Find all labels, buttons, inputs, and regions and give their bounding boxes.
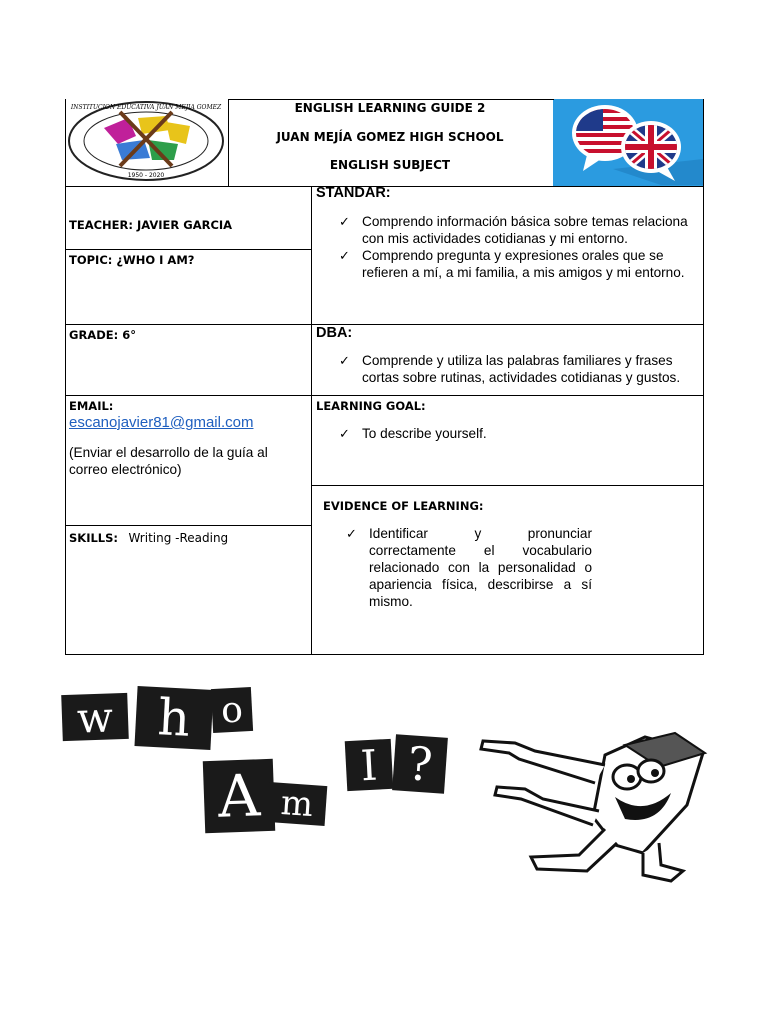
- learning-goal-list: [339, 425, 689, 442]
- language-flags-image: [553, 99, 703, 186]
- dba-item: [339, 352, 699, 386]
- column-divider: [311, 186, 312, 654]
- pencil-character-illustration: [475, 725, 715, 885]
- learning-goal-item-text: To describe yourself.: [362, 426, 487, 441]
- email-label: EMAIL:: [69, 399, 114, 413]
- header-left-border: [228, 99, 229, 187]
- subject-name: ENGLISH SUBJECT: [329, 158, 451, 172]
- svg-text:INSTITUCION EDUCATIVA JUAN MEJ: INSTITUCION EDUCATIVA JUAN MEJIA GOMEZ: [70, 104, 222, 111]
- dba-list: [339, 352, 699, 386]
- school-name: JUAN MEJÍA GOMEZ HIGH SCHOOL: [276, 130, 504, 144]
- check-icon: ✓: [339, 426, 350, 441]
- check-icon: ✓: [339, 214, 350, 229]
- am-tile-m: m: [267, 782, 328, 826]
- standar-item: [339, 213, 689, 247]
- evidence-list: [346, 525, 592, 610]
- svg-text:1950 - 2020: 1950 - 2020: [127, 172, 165, 179]
- skills-row: [69, 529, 228, 547]
- standar-title: STANDAR:: [316, 185, 391, 201]
- who-tile-o: o: [211, 687, 253, 733]
- row-divider-grade: [65, 395, 704, 396]
- evidence-item: [346, 525, 592, 610]
- check-icon: ✓: [339, 353, 350, 368]
- standar-item-text: Comprendo pregunta y expresiones orales que se refieren a mí, a mi familia, a mis amigos y mi entorno.: [362, 248, 685, 280]
- row-divider-teacher: [65, 249, 311, 250]
- i-tile: I: [345, 739, 394, 791]
- header-top-border: [228, 99, 554, 100]
- evidence-item-text: Identificar y pronunciar correctamente el vocabulario relacionado con la personalidad o apariencia física, describirse a sí mismo.: [369, 526, 592, 609]
- am-tile-a: A: [203, 759, 275, 833]
- check-icon: ✓: [339, 248, 350, 263]
- email-link[interactable]: escanojavier81@gmail.com: [69, 414, 254, 431]
- table-outer-right: [703, 99, 704, 655]
- row-divider-goal: [311, 485, 704, 486]
- standar-item: [339, 247, 689, 281]
- check-icon: ✓: [346, 526, 357, 541]
- standar-item-text: Comprendo información básica sobre temas relaciona con mis actividades cotidianas y mi entorno.: [362, 214, 688, 246]
- grade-label: GRADE: 6°: [69, 328, 136, 342]
- dba-title: DBA:: [316, 325, 353, 341]
- row-divider-email: [65, 525, 311, 526]
- skills-label: SKILLS:: [69, 531, 119, 545]
- row-divider-topic: [65, 324, 704, 325]
- topic-label: TOPIC: ¿WHO I AM?: [69, 253, 195, 267]
- email-instructions: (Enviar el desarrollo de la guía al correo electrónico): [69, 445, 268, 477]
- guide-title: ENGLISH LEARNING GUIDE 2: [294, 101, 486, 115]
- learning-goal-item: [339, 425, 689, 442]
- school-logo: [66, 100, 226, 182]
- table-bottom-border: [65, 654, 704, 655]
- teacher-label: TEACHER: JAVIER GARCIA: [69, 218, 233, 232]
- skills-value: Writing -Reading: [128, 531, 229, 545]
- who-tile-w: w: [61, 693, 129, 741]
- who-tile-h: h: [134, 686, 213, 750]
- question-tile: ?: [392, 734, 448, 793]
- dba-item-text: Comprende y utiliza las palabras familiares y frases cortas sobre rutinas, actividades cotidianas y gustos.: [362, 353, 681, 385]
- table-outer-left: [65, 99, 66, 655]
- evidence-title: EVIDENCE OF LEARNING:: [323, 499, 484, 513]
- learning-goal-title: LEARNING GOAL:: [316, 399, 426, 413]
- standar-list: [339, 213, 689, 281]
